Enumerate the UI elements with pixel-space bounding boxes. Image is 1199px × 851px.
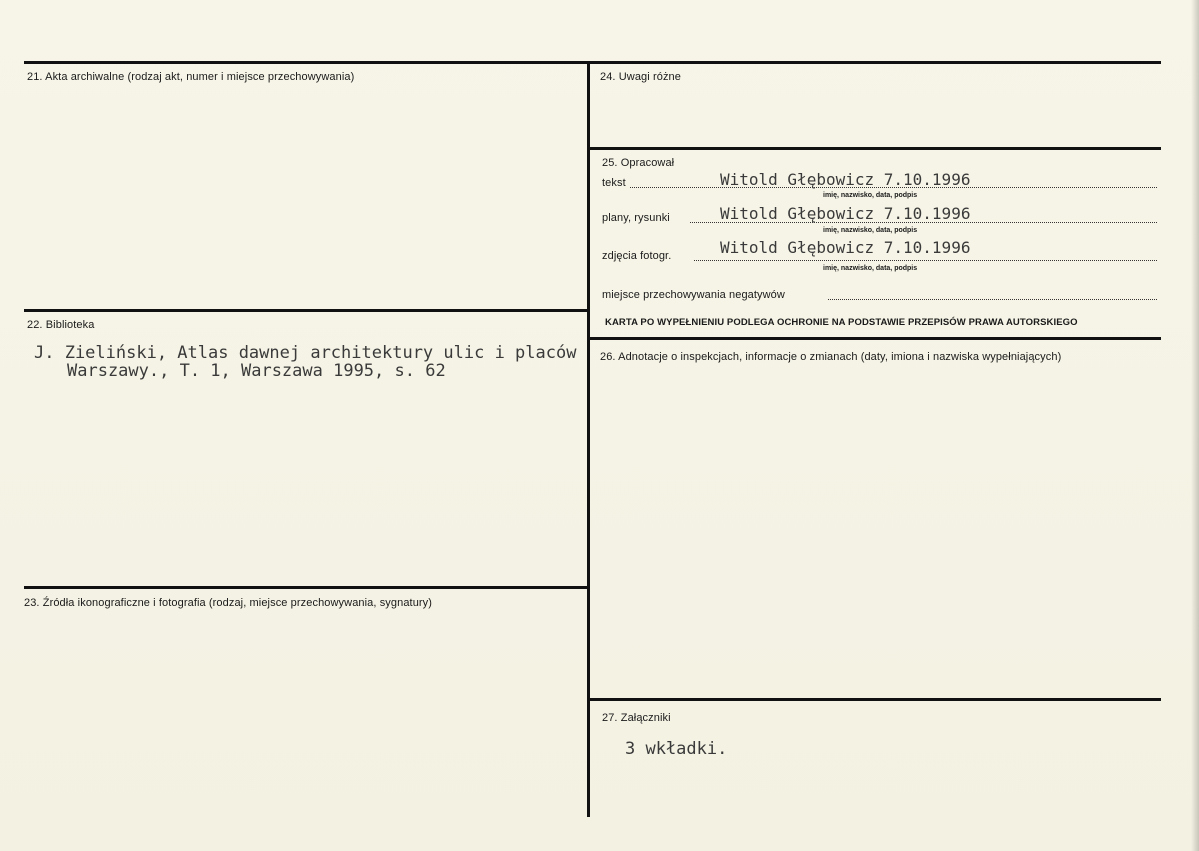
center-divider: [587, 61, 590, 817]
section-24-title: 24. Uwagi różne: [600, 71, 681, 83]
rule-26-27: [590, 698, 1161, 701]
negatywy-label: miejsce przechowywania negatywów: [602, 289, 785, 301]
section-27-title: 27. Załączniki: [602, 712, 671, 724]
zdjecia-hint: imię, nazwisko, data, podpis: [823, 265, 918, 272]
section-21-title: 21. Akta archiwalne (rodzaj akt, numer i miejsce przechowywania): [27, 71, 355, 83]
section-22-entry-line2: Warszawy., T. 1, Warszawa 1995, s. 62: [67, 361, 446, 381]
rule-24-25: [590, 147, 1161, 150]
section-26-title: 26. Adnotacje o inspekcjach, informacje o zmianach (daty, imiona i nazwiska wypełniających): [600, 351, 1062, 363]
top-rule: [24, 61, 1161, 64]
zdjecia-label: zdjęcia fotogr.: [602, 250, 672, 262]
zdjecia-value: Witold Głębowicz 7.10.1996: [720, 238, 971, 257]
section-22-entry-line1: J. Zieliński, Atlas dawnej architektury ulic i placów: [34, 343, 577, 363]
zdjecia-dotted-line: [694, 260, 1157, 261]
tekst-value: Witold Głębowicz 7.10.1996: [720, 170, 971, 189]
rule-22-23: [24, 586, 590, 589]
section-27-value: 3 wkładki.: [625, 739, 728, 759]
negatywy-dotted-line: [828, 299, 1157, 300]
tekst-label: tekst: [602, 177, 626, 189]
rule-25-26: [590, 337, 1161, 340]
copyright-notice: KARTA PO WYPEŁNIENIU PODLEGA OCHRONIE NA PODSTAWIE PRZEPISÓW PRAWA AUTORSKIEGO: [605, 317, 1078, 328]
rule-21-22: [24, 309, 590, 312]
section-22-title: 22. Biblioteka: [27, 319, 95, 331]
tekst-hint: imię, nazwisko, data, podpis: [823, 192, 918, 199]
plany-hint: imię, nazwisko, data, podpis: [823, 227, 918, 234]
plany-value: Witold Głębowicz 7.10.1996: [720, 204, 971, 223]
section-25-title: 25. Opracował: [602, 157, 675, 169]
plany-label: plany, rysunki: [602, 212, 670, 224]
section-23-title: 23. Źródła ikonograficzne i fotografia (rodzaj, miejsce przechowywania, sygnatury): [24, 597, 433, 609]
